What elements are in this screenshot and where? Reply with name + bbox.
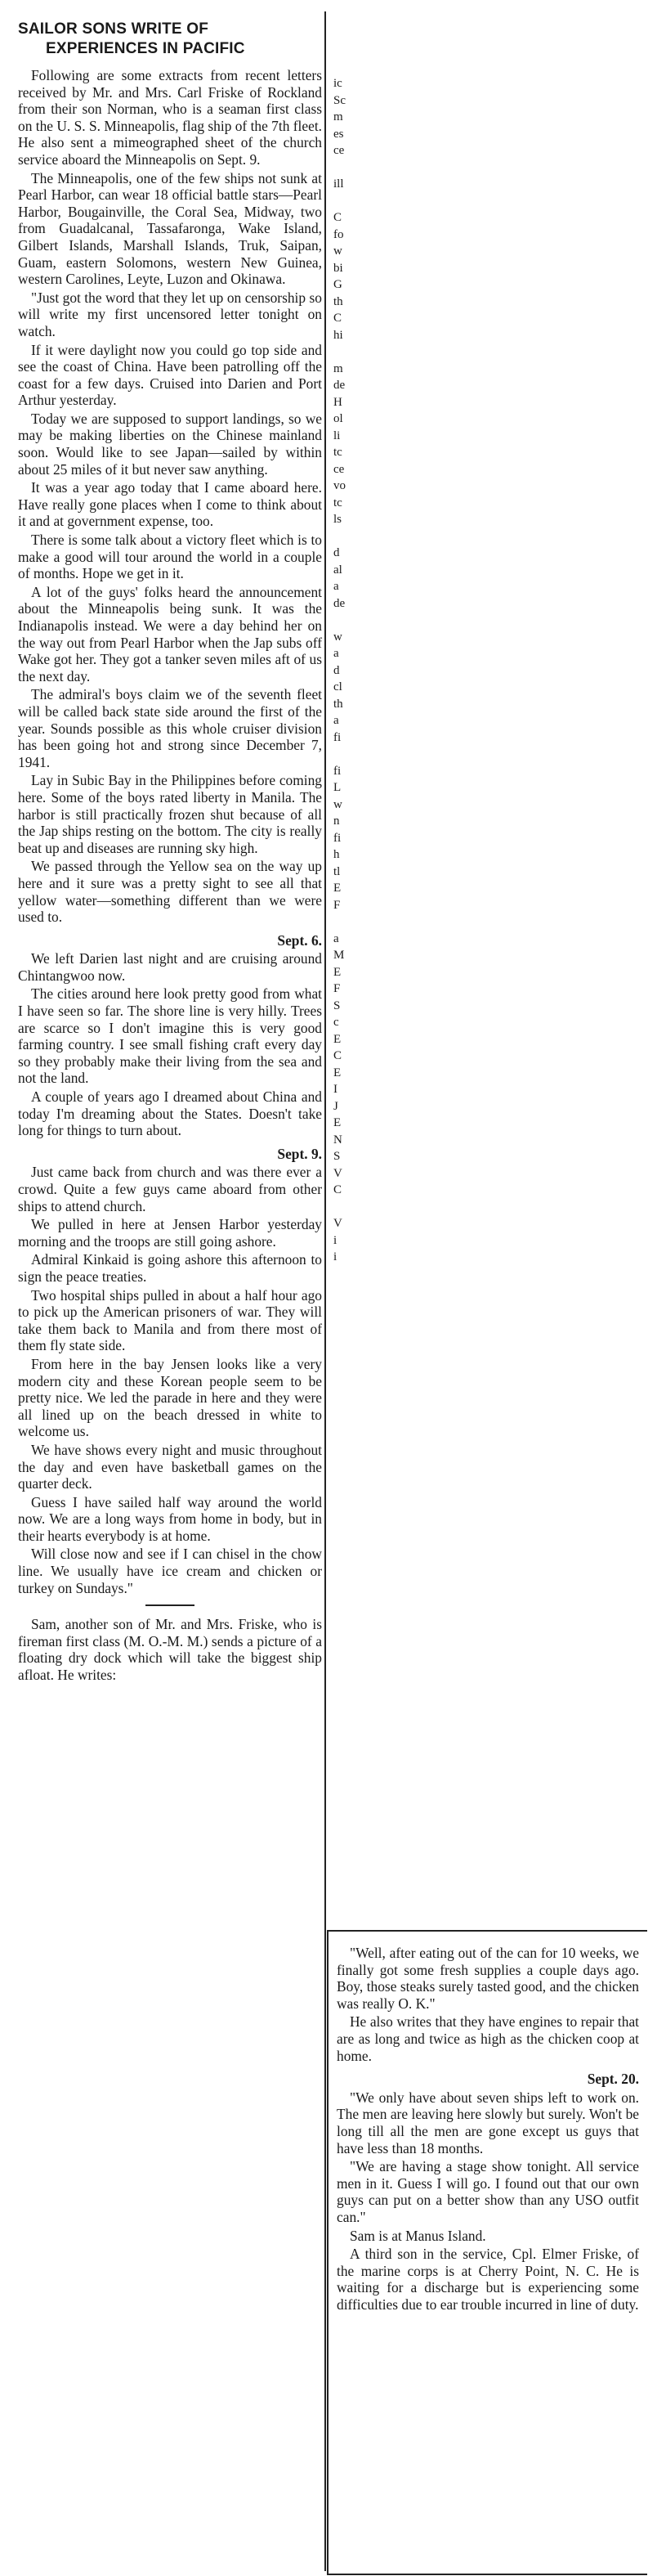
fragment-text: E bbox=[333, 1066, 342, 1079]
fragment-text: cl bbox=[333, 680, 342, 693]
fragment-text: E bbox=[333, 965, 342, 979]
fragment-text: w bbox=[333, 630, 342, 644]
fragment-text: a bbox=[333, 647, 339, 660]
fragment-text: de bbox=[333, 379, 346, 392]
fragment-text: li bbox=[333, 429, 341, 442]
paragraph: Just came back from church and was there ever a crowd. Quite a few guys came aboard from other ships to attend church. bbox=[18, 1164, 322, 1214]
fragment-text: E bbox=[333, 882, 342, 895]
continuation-column bbox=[337, 1945, 639, 2314]
fragment-text bbox=[333, 343, 358, 361]
paragraph: The cities around here look pretty good from what I have seen so far. The shore line is very hilly. Trees are scarce so I don't imagine this is very good farming country. I see small fishing craft every day so they probably make their living from the sea and not the land. bbox=[18, 985, 322, 1087]
letter-body-part-1 bbox=[18, 67, 322, 926]
fragment-text: tl bbox=[333, 864, 341, 878]
paragraph: "Just got the word that they let up on censorship so will write my first uncensored letter tonight on watch. bbox=[18, 289, 322, 339]
fragment-text: n bbox=[333, 815, 340, 828]
paragraph: "We only have about seven ships left to work on. The men are leaving here slowly but surely. Won't be long till all the men are gone except us guys that have less than 18 months. bbox=[337, 2089, 639, 2156]
fragment-text: tc bbox=[333, 496, 342, 509]
paragraph: The admiral's boys claim we of the seventh fleet will be called back state side around the first of the year. Sounds possible as this whole cruiser division has been going hot and strong since December 7, 1941. bbox=[18, 686, 322, 770]
paragraph: He also writes that they have engines to repair that are as long and twice as high as the chicken coop at home. bbox=[337, 2013, 639, 2064]
fragment-text: C bbox=[333, 1049, 342, 1062]
dateline-sept-20: Sept. 20. bbox=[587, 2071, 639, 2088]
fragment-text: th bbox=[333, 294, 343, 308]
fragment-text: c bbox=[333, 1016, 339, 1029]
fragment-text: ce bbox=[333, 462, 345, 476]
fragment-text: fi bbox=[333, 730, 342, 744]
fragment-text: V bbox=[333, 1166, 342, 1180]
headline-line-1: SAILOR SONS WRITE OF bbox=[18, 20, 209, 38]
paragraph: Sam is at Manus Island. bbox=[350, 2227, 486, 2244]
fragment-text: C bbox=[333, 211, 342, 224]
fragment-text: fi bbox=[333, 764, 342, 778]
fragment-text: w bbox=[333, 245, 342, 258]
paragraph: Lay in Subic Bay in the Philippines before coming here. Some of the boys rated liberty in Manila. The harbor is still practically frozen shut because of all the Jap ships resting on the bottom. The city is really beat up and diseases are running sky high. bbox=[18, 772, 322, 856]
paragraph: There is some talk about a victory fleet which is to make a good will tour around the world in a couple of months. Hope we get in it. bbox=[18, 532, 322, 582]
letter-body-part-2 bbox=[18, 950, 322, 1139]
fragment-text: tc bbox=[333, 446, 342, 459]
fragment-text bbox=[333, 1282, 358, 1299]
paragraph: If it were daylight now you could go top side and see the coast of China. Have been patrolling off the coast for a few days. Cruised into Darien and Port Arthur yesterday. bbox=[18, 341, 322, 409]
fragment-text: h bbox=[333, 848, 340, 861]
fragment-text bbox=[333, 193, 358, 210]
section-divider bbox=[145, 1604, 194, 1606]
fragment-text bbox=[333, 159, 358, 177]
paragraph: Following are some extracts from recent letters received by Mr. and Mrs. Carl Friske of Rockland from their son Norman, who is a seaman first class on the U. S. S. Minneapolis, flag ship of the 7th fleet. He also sent a mimeographed sheet of the church service aboard the Minneapolis on Sept. 9. bbox=[18, 67, 322, 168]
paragraph: A lot of the guys' folks heard the announcement about the Minneapolis being sunk. It was the Indianapolis instead. We were a day behind her on the way out from Pearl Harbor when the Jap subs off Wake got her. They got a tanker seven miles aft of us the next day. bbox=[18, 583, 322, 684]
fragment-text: S bbox=[333, 1150, 341, 1163]
fragment-text: N bbox=[333, 1133, 342, 1147]
fragment-text: C bbox=[333, 1183, 342, 1196]
dateline-sept-9: Sept. 9. bbox=[277, 1145, 322, 1162]
fragment-text: hi bbox=[333, 328, 343, 342]
fragment-text: ic bbox=[333, 77, 342, 90]
sam-intro bbox=[18, 1616, 322, 1683]
fragment-text: vo bbox=[333, 479, 346, 492]
fragment-text: F bbox=[333, 898, 341, 912]
paragraph: We passed through the Yellow sea on the way up here and it sure was a pretty sight to see all that yellow water—something different than we were used to. bbox=[18, 858, 322, 926]
paragraph: Today we are supposed to support landings, so we may be making liberties on the Chinese mainland soon. Would like to see Japan—sailed by within about 25 miles of it but never saw anything. bbox=[18, 410, 322, 478]
fragment-text: S bbox=[333, 999, 341, 1012]
paragraph: A couple of years ago I dreamed about China and today I'm dreaming about the States. Doesn't take long for things to turn about. bbox=[18, 1088, 322, 1139]
fragment-text bbox=[333, 1199, 358, 1216]
fragment-text: E bbox=[333, 1116, 342, 1129]
adjacent-column-fragments bbox=[333, 75, 358, 1299]
paragraph: We have shows every night and music throughout the day and even have basketball games on the quarter deck. bbox=[18, 1441, 322, 1492]
paragraph: Sam, another son of Mr. and Mrs. Friske, who is fireman first class (M. O.-M. M.) sends a picture of a floating dry dock which will take the biggest ship afloat. He writes: bbox=[18, 1616, 322, 1684]
fragment-text: bi bbox=[333, 261, 343, 275]
fragment-text bbox=[333, 746, 358, 763]
paragraph: Admiral Kinkaid is going ashore this afternoon to sign the peace treaties. bbox=[18, 1251, 322, 1285]
fragment-text: m bbox=[333, 361, 343, 375]
article-headline bbox=[18, 20, 322, 59]
paragraph: Will close now and see if I can chisel in the chow line. We usually have ice cream and chicken or turkey on Sundays." bbox=[18, 1546, 322, 1596]
fragment-text: i bbox=[333, 1233, 337, 1247]
paragraph: It was a year ago today that I came aboard here. Have really gone places when I come to think about it and at government expense, too. bbox=[18, 479, 322, 530]
fragment-text: es bbox=[333, 127, 344, 141]
fragment-text: de bbox=[333, 596, 346, 610]
fragment-text bbox=[333, 913, 358, 931]
article-column bbox=[18, 20, 322, 1685]
fragment-text: F bbox=[333, 982, 341, 995]
column-rule bbox=[324, 11, 326, 2571]
paragraph: We left Darien last night and are cruising around Chintangwoo now. bbox=[18, 950, 322, 984]
fragment-text: a bbox=[333, 580, 339, 593]
fragment-text: a bbox=[333, 931, 339, 945]
fragment-text: a bbox=[333, 714, 339, 727]
fragment-text: w bbox=[333, 797, 342, 811]
fragment-text: I bbox=[333, 1083, 337, 1096]
fragment-text: C bbox=[333, 312, 342, 325]
fragment-text: d bbox=[333, 663, 340, 677]
fragment-text: th bbox=[333, 697, 343, 711]
fragment-text: M bbox=[333, 949, 345, 962]
sam-letter-part-1 bbox=[337, 1945, 639, 2064]
fragment-text: G bbox=[333, 278, 342, 291]
fragment-text bbox=[333, 1266, 358, 1283]
fragment-text: E bbox=[333, 1032, 342, 1046]
paragraph: "Well, after eating out of the can for 10 weeks, we finally got some fresh supplies a couple days ago. Boy, those steaks surely tasted good, and the chicken was really O. K." bbox=[337, 1945, 639, 2012]
letter-body-part-3 bbox=[18, 1164, 322, 1596]
fragment-text: L bbox=[333, 781, 342, 794]
fragment-text bbox=[333, 528, 358, 545]
fragment-text: Sc bbox=[333, 93, 346, 107]
headline-line-2: EXPERIENCES IN PACIFIC bbox=[46, 40, 245, 57]
dateline-sept-6: Sept. 6. bbox=[277, 931, 322, 949]
paragraph: Guess I have sailed half way around the world now. We are a long ways from home in body, but in their hearts everybody is at home. bbox=[18, 1493, 322, 1544]
fragment-text: m bbox=[333, 110, 343, 123]
fragment-text: d bbox=[333, 546, 340, 559]
fragment-text: V bbox=[333, 1217, 342, 1230]
paragraph: We pulled in here at Jensen Harbor yesterday morning and the troops are still going ashore. bbox=[18, 1216, 322, 1250]
fragment-text: ce bbox=[333, 144, 345, 157]
fragment-text: J bbox=[333, 1099, 338, 1113]
paragraph: A third son in the service, Cpl. Elmer Friske, of the marine corps is at Cherry Point, N. C. He is waiting for a discharge but is experiencing some difficulties due to ear trouble incurred in line of duty. bbox=[337, 2246, 639, 2313]
sam-letter-part-2 bbox=[337, 2089, 639, 2313]
fragment-text: i bbox=[333, 1250, 337, 1263]
paragraph: "We are having a stage show tonight. All service men in it. Guess I will go. I found out that our own guys can put on a better show than any USO outfit can." bbox=[337, 2158, 639, 2225]
fragment-text: ol bbox=[333, 412, 343, 425]
fragment-text: H bbox=[333, 395, 342, 409]
paragraph: The Minneapolis, one of the few ships not sunk at Pearl Harbor, can wear 18 official battle stars—Pearl Harbor, Bougainville, the Coral Sea, Midway, two from Guadalcanal, Tassafaronga, Wake Island, Gilbert Islands, Marshall Islands, Truk, Saipan, Guam, eastern Solomons, western New Guinea, western Carolines, Leyte, Luzon and Okinawa. bbox=[18, 169, 322, 288]
fragment-text bbox=[333, 612, 358, 629]
fragment-text: fi bbox=[333, 831, 342, 845]
fragment-text: ill bbox=[333, 177, 344, 191]
fragment-text: fo bbox=[333, 227, 344, 241]
paragraph: Two hospital ships pulled in about a half hour ago to pick up the American prisoners of war. They will take them back to Manila and from there most of them fly state side. bbox=[18, 1286, 322, 1354]
fragment-text: ls bbox=[333, 513, 342, 526]
fragment-text: al bbox=[333, 563, 342, 577]
paragraph: From here in the bay Jensen looks like a very modern city and these Korean people seem to be pretty nice. We led the parade in here and they were all lined up on the beach dressed in white to welcome us. bbox=[18, 1355, 322, 1440]
